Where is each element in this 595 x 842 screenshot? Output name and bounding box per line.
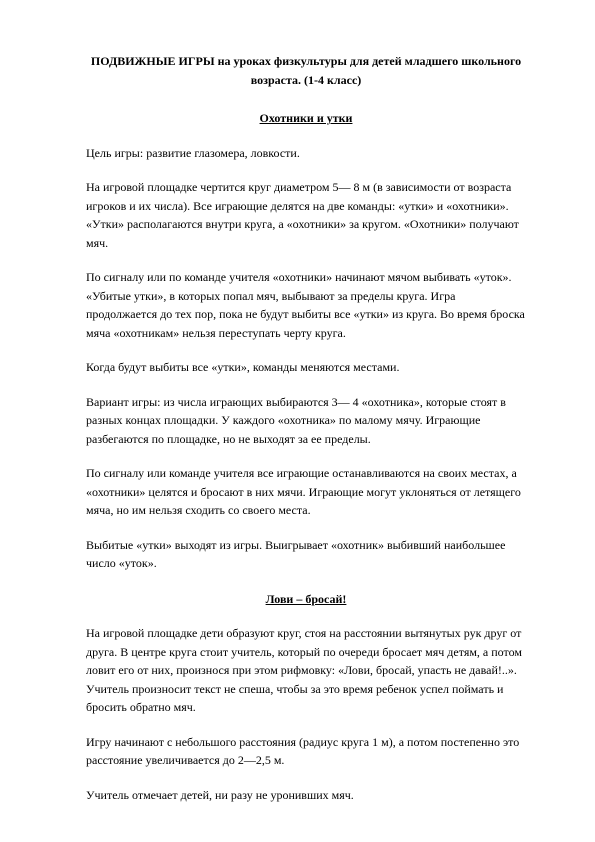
- paragraph-rules: По сигналу или по команде учителя «охотники» начинают мячом выбивать «уток». «Убитые утки», в которых попал мяч, выбывают за пределы круга. Игра продолжается до тех пор, пока не будут выбиты все «утки» из круга. Во время броска мяча «охотникам» нельзя переступать черту круга.: [86, 270, 525, 340]
- document-title-bold: ПОДВИЖНЫЕ ИГРЫ: [90, 54, 215, 68]
- section-heading-hunters-and-ducks: Охотники и утки: [259, 111, 353, 125]
- document-page: [86, 52, 526, 820]
- paragraph-goal: Цель игры: развитие глазомера, ловкости.: [86, 145, 300, 160]
- paragraph-winner: Выбитые «утки» выходят из игры. Выигрывает «охотник» выбивший наибольшее число «уток».: [86, 537, 506, 570]
- paragraph-circle: На игровой площадке дети образуют круг, стоя на расстоянии вытянутых рук друг от друга. В центре круга стоит учитель, который по очереди бросает мяч детям, а потом ловит его от них, произнося при этом рифмовку: «Лови, бросай, упасть не давай!..». Учитель произносит текст не спеша, чтобы за это время ребенок успел поймать и бросить обратно мяч.: [86, 626, 522, 714]
- paragraph-switch-teams: Когда будут выбиты все «утки», команды меняются местами.: [86, 360, 400, 374]
- paragraph-variant: Вариант игры: из числа играющих выбираются 3— 4 «охотника», которые стоят в разных концах площадки. У каждого «охотника» по малому мячу. Играющие разбегаются по площадке, но не выходят за ее пределы.: [86, 394, 506, 446]
- paragraph-distance: Игру начинают с небольшого расстояния (радиус круга 1 м), а потом постепенно это расстояние увеличивается до 2—2,5 м.: [86, 734, 520, 767]
- paragraph-teacher-notes: Учитель отмечает детей, ни разу не уронивших мяч.: [86, 787, 354, 802]
- document-title-rest: на уроках физкультуры для детей младшего школьного возраста. (1-4 класс): [214, 54, 522, 87]
- paragraph-signal: По сигналу или команде учителя все играющие останавливаются на своих местах, а «охотники» целятся и бросают в них мячи. Играющие могут уклоняться от летящего мяча, но им нельзя сходить со своего места.: [86, 466, 521, 517]
- document-title: [86, 52, 526, 89]
- paragraph-setup: На игровой площадке чертится круг диаметром 5— 8 м (в зависимости от возраста игроков и их числа). Все играющие делятся на две команды: «утки» и «охотники». «Утки» располагаются внутри круга, а «охотники» за кругом. «Охотники» получают мяч.: [86, 180, 519, 250]
- section-heading-catch-throw: Лови – бросай!: [265, 591, 347, 606]
